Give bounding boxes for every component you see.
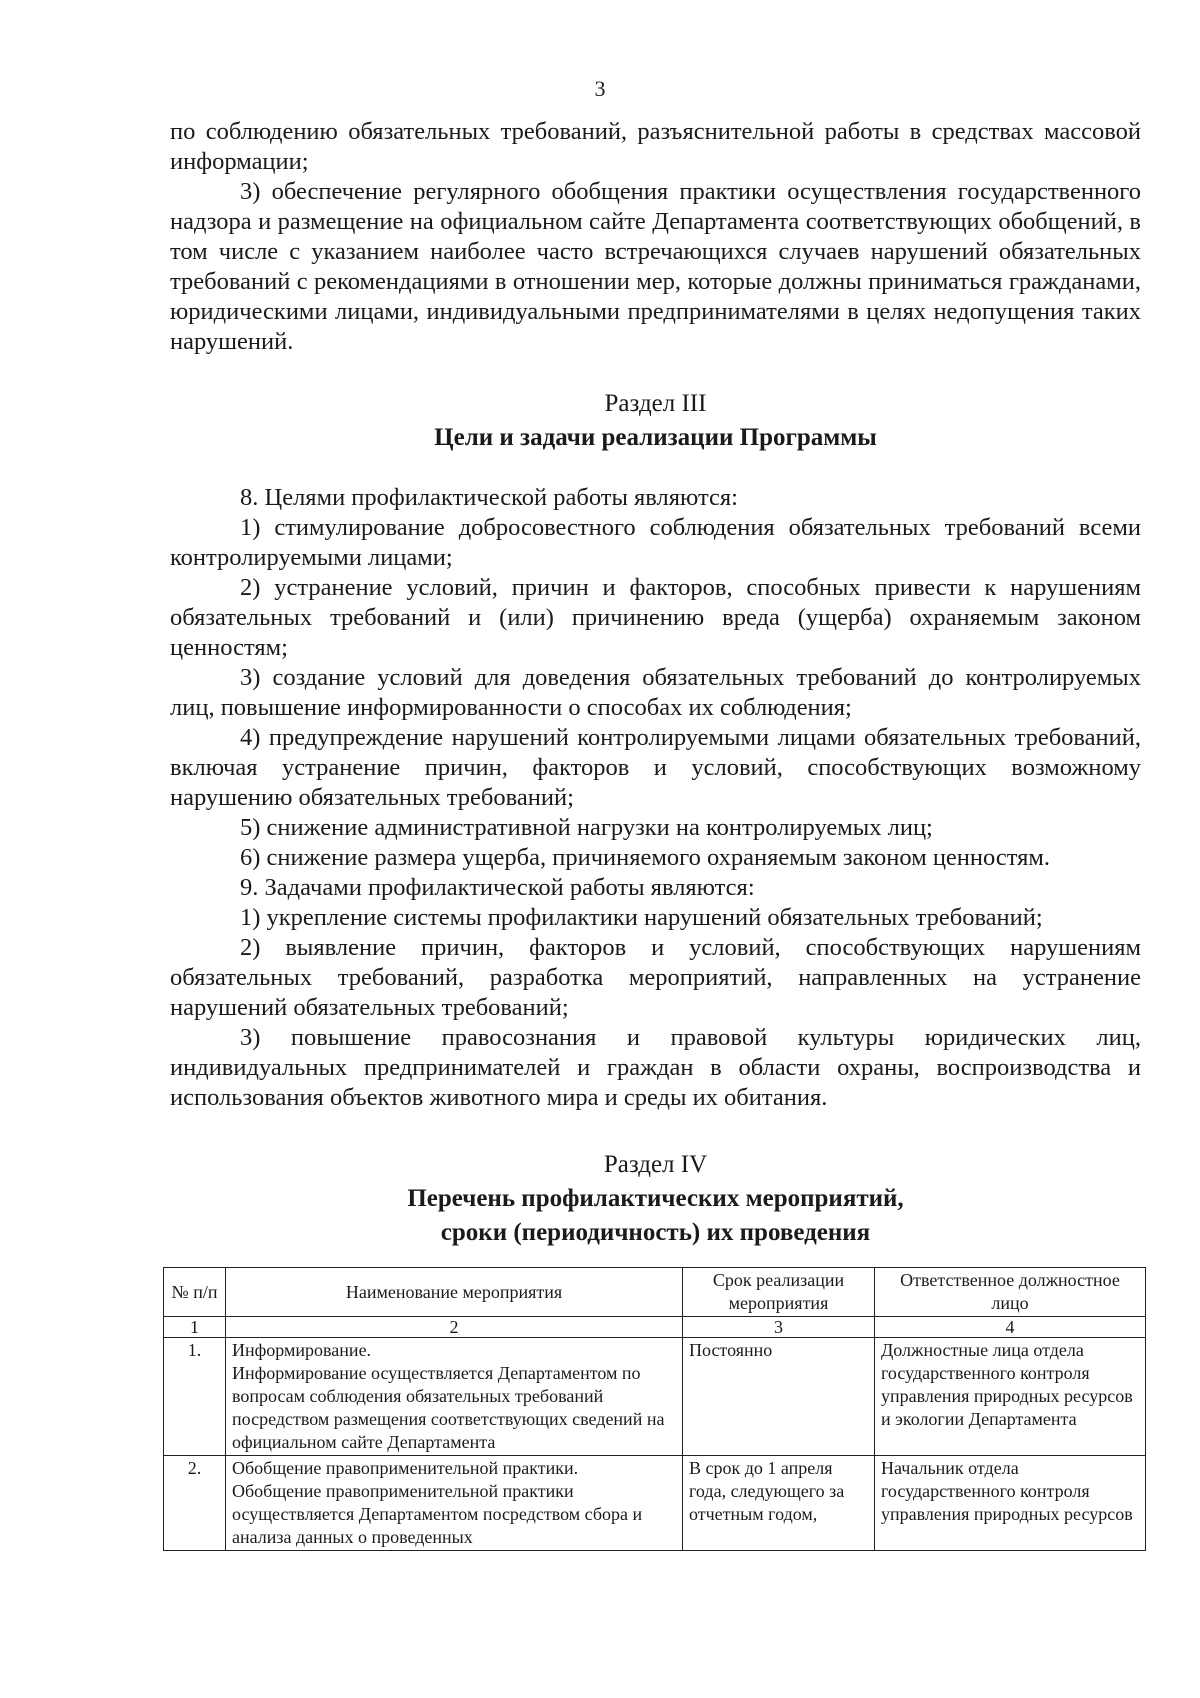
- event-title: Информирование.: [232, 1340, 372, 1360]
- row-number: 1.: [164, 1338, 226, 1456]
- responsible-cell: [875, 1338, 1146, 1456]
- paragraph: 6) снижение размера ущерба, причиняемого охраняемым законом ценностям.: [240, 844, 1051, 871]
- event-name-cell: [226, 1456, 683, 1551]
- section-3-body: [170, 483, 1141, 1113]
- paragraph: 4) предупреждение нарушений контролируемыми лицами обязательных требований, включая устранение причин, факторов и условий, способствующих возможному нарушению обязательных требований;: [170, 724, 1141, 811]
- paragraph-continuation: по соблюдению обязательных требований, разъяснительной работы в средствах массовой информации;: [170, 118, 1141, 175]
- section-3-heading: [170, 387, 1141, 455]
- table-row: [164, 1456, 1146, 1551]
- paragraph: 2) выявление причин, факторов и условий, способствующих нарушениям обязательных требований, разработка мероприятий, направленных на устранение нарушений обязательных требований;: [170, 934, 1141, 1021]
- events-table: [163, 1267, 1146, 1551]
- continued-paragraphs: [170, 117, 1141, 357]
- section-4-heading: [170, 1148, 1141, 1250]
- section-3-title: Цели и задачи реализации Программы: [434, 424, 877, 451]
- section-4-title-line-2: сроки (периодичность) их проведения: [440, 1219, 871, 1246]
- paragraph: 3) повышение правосознания и правовой культуры юридических лиц, индивидуальных предпринимателей и граждан в области охраны, воспроизводства и использования объектов животного мира и среды их обитания.: [170, 1024, 1141, 1111]
- paragraph: 3) создание условий для доведения обязательных требований до контролируемых лиц, повышение информированности о способах их соблюдения;: [170, 664, 1141, 721]
- event-term: В срок до 1 апреля года, следующего за отчетным годом,: [683, 1456, 875, 1551]
- paragraph: 9. Задачами профилактической работы являются:: [240, 874, 755, 901]
- header-responsible: Ответственное должностное лицо: [875, 1268, 1146, 1317]
- column-number: 3: [683, 1317, 875, 1338]
- paragraph: 5) снижение административной нагрузки на контролируемых лиц;: [240, 814, 933, 841]
- column-number: 1: [164, 1317, 226, 1338]
- table-row: [164, 1338, 1146, 1456]
- event-description: Информирование осуществляется Департаментом по вопросам соблюдения обязательных требований посредством размещения соответствующих сведений на официальном сайте Департамента: [232, 1363, 665, 1452]
- page-number: 3: [594, 76, 606, 101]
- paragraph: 2) устранение условий, причин и факторов, способных привести к нарушениям обязательных требований и (или) причинению вреда (ущерба) охраняемым законом ценностям;: [170, 574, 1141, 661]
- column-numbers-row: [164, 1317, 1146, 1338]
- paragraph: 1) укрепление системы профилактики нарушений обязательных требований;: [240, 904, 1043, 931]
- header-name: Наименование мероприятия: [226, 1268, 683, 1317]
- paragraph: 1) стимулирование добросовестного соблюдения обязательных требований всеми контролируемыми лицами;: [170, 514, 1141, 571]
- table-header-row: [164, 1268, 1146, 1317]
- responsible-text: Начальник отдела государственного контроля управления природных ресурсов: [881, 1458, 1133, 1524]
- paragraph: 8. Целями профилактической работы являются:: [240, 484, 738, 511]
- section-4-title-line-1: Перечень профилактических мероприятий,: [407, 1185, 904, 1212]
- responsible-cell: [875, 1456, 1146, 1551]
- paragraph-item-3: 3) обеспечение регулярного обобщения практики осуществления государственного надзора и размещение на официальном сайте Департамента соответствующих обобщений, в том числе с указанием наиболее часто встречающихся случаев нарушений обязательных требований с рекомендациями в отношении мер, которые должны приниматься гражданами, юридическими лицами, индивидуальными предпринимателями в целях недопущения таких нарушений.: [170, 178, 1141, 355]
- event-title: Обобщение правоприменительной практики.: [232, 1458, 579, 1478]
- section-4-label: Раздел IV: [603, 1151, 708, 1178]
- row-number: 2.: [164, 1456, 226, 1551]
- column-number: 4: [875, 1317, 1146, 1338]
- section-3-label: Раздел III: [604, 390, 707, 417]
- event-description: Обобщение правоприменительной практики осуществляется Департаментом посредством сбора и анализа данных о проведенных: [232, 1481, 643, 1547]
- event-name-cell: [226, 1338, 683, 1456]
- responsible-text: Должностные лица отдела государственного контроля управления природных ресурсов: [881, 1340, 1133, 1406]
- responsible-text: и экологии Департамента: [881, 1409, 1077, 1429]
- header-number: № п/п: [164, 1268, 226, 1317]
- column-number: 2: [226, 1317, 683, 1338]
- header-term: Срок реализации мероприятия: [683, 1268, 875, 1317]
- event-term: Постоянно: [683, 1338, 875, 1456]
